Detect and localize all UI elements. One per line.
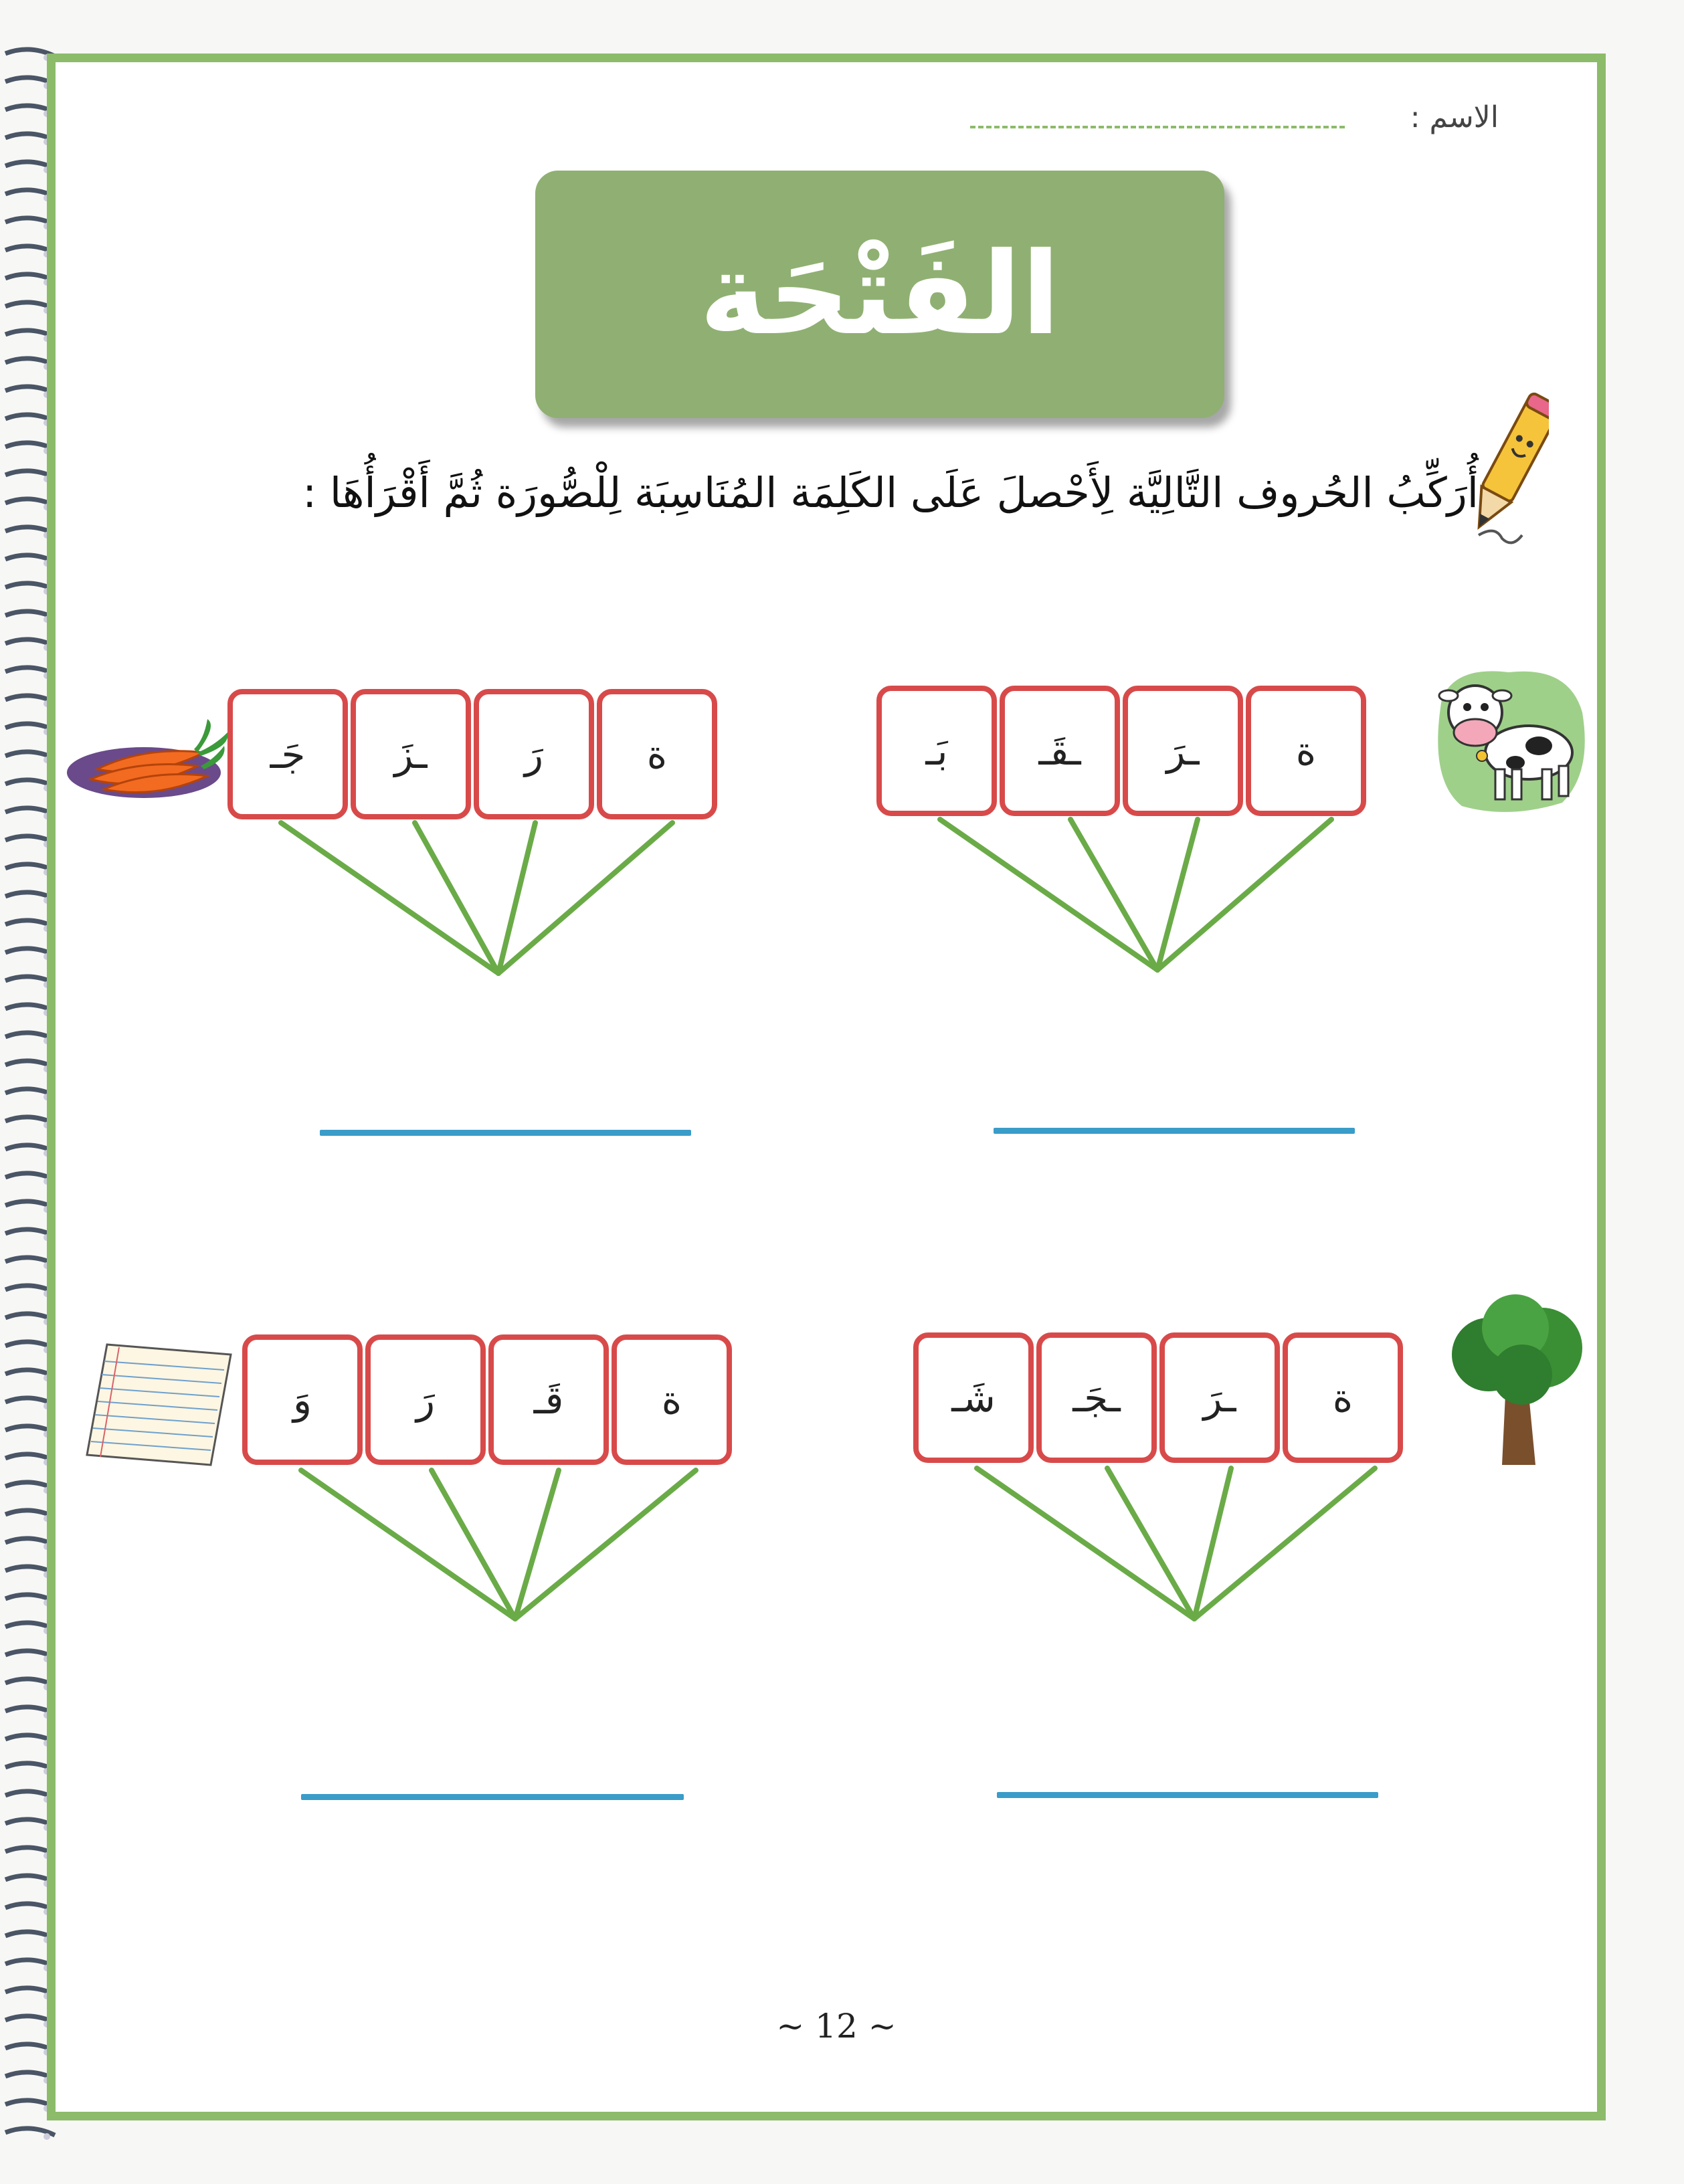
- letter-tile: ـجَـ: [1036, 1332, 1157, 1463]
- letter-tile: ـرَ: [1159, 1332, 1280, 1463]
- name-field[interactable]: [970, 100, 1499, 140]
- letter-tiles: [227, 689, 717, 819]
- letter-tile: رَ: [365, 1334, 486, 1465]
- instruction-text: أُرَكِّبُ الحُروف التَّالِيَّة لِأَحْصلَ عَلَى الكَلِمَة المُنَاسِبَة لِلْصُّورَة ثُمَّ أَقْرَأُهَا :: [302, 468, 1479, 517]
- exercise-cow: [876, 686, 1392, 1154]
- paper-icon: [80, 1338, 234, 1472]
- letter-tile: قَـ: [488, 1334, 609, 1465]
- letter-tile: ة: [1283, 1332, 1403, 1463]
- answer-line-cow[interactable]: [994, 1128, 1355, 1134]
- pencil-icon: [1475, 385, 1549, 545]
- cow-icon: [1428, 659, 1589, 819]
- letter-tiles: [876, 686, 1366, 816]
- answer-line-carrots[interactable]: [320, 1130, 691, 1136]
- name-dotted-line[interactable]: [970, 126, 1345, 128]
- title-banner: [535, 171, 1224, 418]
- answer-line-tree[interactable]: [997, 1792, 1378, 1798]
- letter-tile: ة: [612, 1334, 732, 1465]
- letter-tile: بَـ: [876, 686, 997, 816]
- name-label: الاسم :: [1410, 100, 1499, 134]
- exercise-tree: [913, 1332, 1428, 1801]
- tree-icon: [1442, 1294, 1596, 1475]
- page-title: الفَتْحَة: [699, 228, 1060, 361]
- letter-tile: ـرَ: [1123, 686, 1243, 816]
- letter-tile: ة: [597, 689, 717, 819]
- letter-tiles: [242, 1334, 732, 1465]
- letter-tile: ـزَ: [351, 689, 471, 819]
- letter-tile: ة: [1246, 686, 1366, 816]
- page-number: ~ 12 ~: [776, 2007, 897, 2046]
- letter-tile: جَـ: [227, 689, 348, 819]
- exercise-paper: [242, 1334, 757, 1803]
- letter-tiles: [913, 1332, 1403, 1463]
- answer-line-paper[interactable]: [301, 1794, 684, 1800]
- letter-tile: ـقَـ: [1000, 686, 1120, 816]
- binding-hole: [43, 2133, 50, 2140]
- letter-tile: رَ: [474, 689, 594, 819]
- exercise-carrots: [227, 689, 743, 1157]
- letter-tile: شَـ: [913, 1332, 1034, 1463]
- carrots-icon: [64, 706, 231, 806]
- letter-tile: وَ: [242, 1334, 363, 1465]
